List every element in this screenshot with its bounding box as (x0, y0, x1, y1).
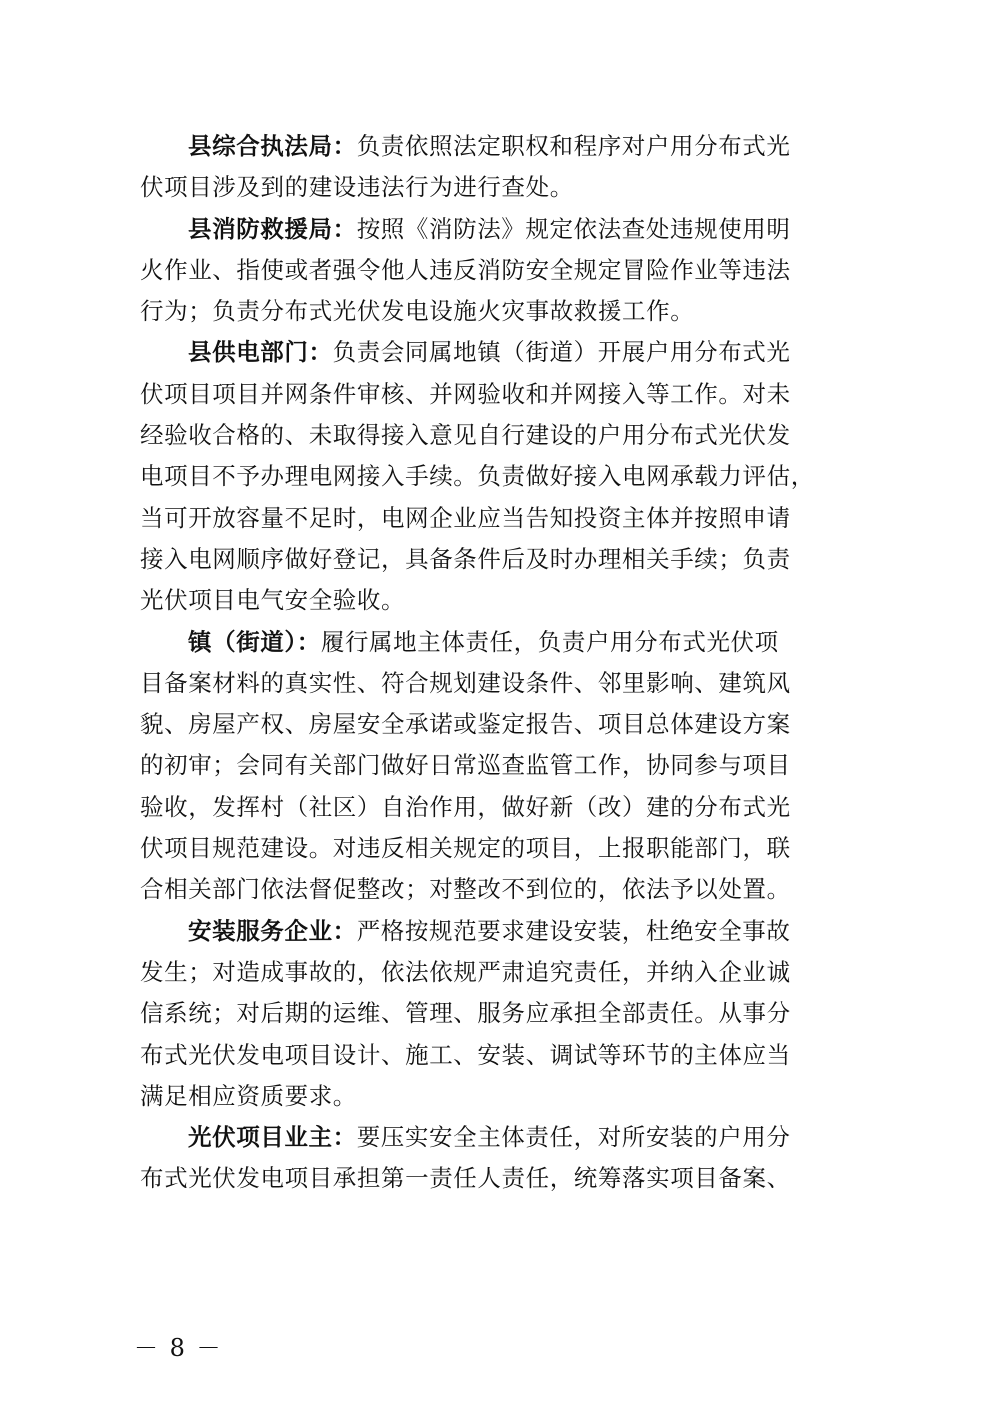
paragraph-line: 布式光伏发电项目承担第一责任人责任，统筹落实项目备案、 (140, 1164, 791, 1193)
paragraph-line (140, 209, 862, 250)
paragraph-line: 电项目不予办理电网接入手续。负责做好接入电网承载力评估， (140, 462, 815, 491)
paragraph-line: 发生；对造成事故的，依法依规严肃追究责任，并纳入企业诚 (140, 957, 791, 986)
paragraph-line: 火作业、指使或者强令他人违反消防安全规定冒险作业等违法 (140, 255, 791, 284)
paragraph-heading: 县综合执法局： (188, 132, 357, 160)
paragraph-text: 履行属地主体责任，负责户用分布式光伏项 (320, 627, 779, 656)
paragraph-line: 伏项目项目并网条件审核、并网验收和并网接入等工作。对未 (140, 379, 791, 408)
paragraph-line: 当可开放容量不足时，电网企业应当告知投资主体并按照申请 (140, 503, 791, 532)
paragraph-line: 伏项目规范建设。对违反相关规定的项目，上报职能部门，联 (140, 834, 791, 863)
paragraph-line: 光伏项目电气安全验收。 (140, 586, 406, 615)
paragraph-line: 信系统；对后期的运维、管理、服务应承担全部责任。从事分 (140, 999, 791, 1028)
document-body (140, 126, 862, 1200)
paragraph-line: 的初审；会同有关部门做好日常巡查监管工作，协同参与项目 (140, 751, 791, 780)
paragraph-line (140, 911, 862, 952)
paragraph-text: 要压实安全主体责任，对所安装的户用分 (356, 1123, 791, 1152)
paragraph-heading: 安装服务企业： (188, 916, 357, 945)
paragraph-line (140, 1117, 862, 1158)
paragraph-line: 接入电网顺序做好登记，具备条件后及时办理相关手续；负责 (140, 544, 791, 573)
paragraph-text: 负责会同属地镇（街道）开展户用分布式光 (332, 338, 791, 367)
paragraph-line: 合相关部门依法督促整改；对整改不到位的，依法予以处置。 (140, 875, 791, 904)
paragraph-text: 按照《消防法》规定依法查处违规使用明 (356, 214, 791, 243)
paragraph-text: 严格按规范要求建设安装，杜绝安全事故 (356, 916, 791, 945)
page-number: － 8 － (134, 1334, 223, 1362)
paragraph-line (140, 332, 862, 373)
paragraph-text: 负责依照法定职权和程序对户用分布式光 (356, 132, 791, 160)
paragraph-line (140, 126, 862, 167)
paragraph-heading: 县消防救援局： (188, 214, 357, 243)
paragraph-heading: 镇（街道）： (188, 627, 321, 656)
paragraph-line: 经验收合格的、未取得接入意见自行建设的户用分布式光伏发 (140, 421, 791, 450)
paragraph-line (140, 622, 862, 663)
paragraph-heading: 县供电部门： (188, 338, 333, 367)
paragraph-line: 满足相应资质要求。 (140, 1081, 357, 1110)
paragraph-line: 布式光伏发电项目设计、施工、安装、调试等环节的主体应当 (140, 1040, 791, 1069)
paragraph-heading: 光伏项目业主： (188, 1123, 357, 1152)
paragraph-line: 行为；负责分布式光伏发电设施火灾事故救援工作。 (140, 297, 695, 326)
paragraph-line: 目备案材料的真实性、符合规划建设条件、邻里影响、建筑风 (140, 668, 791, 697)
paragraph-line: 貌、房屋产权、房屋安全承诺或鉴定报告、项目总体建设方案 (140, 710, 791, 739)
paragraph-line: 验收，发挥村（社区）自治作用，做好新（改）建的分布式光 (140, 792, 791, 821)
paragraph-line: 伏项目涉及到的建设违法行为进行查处。 (140, 173, 574, 202)
